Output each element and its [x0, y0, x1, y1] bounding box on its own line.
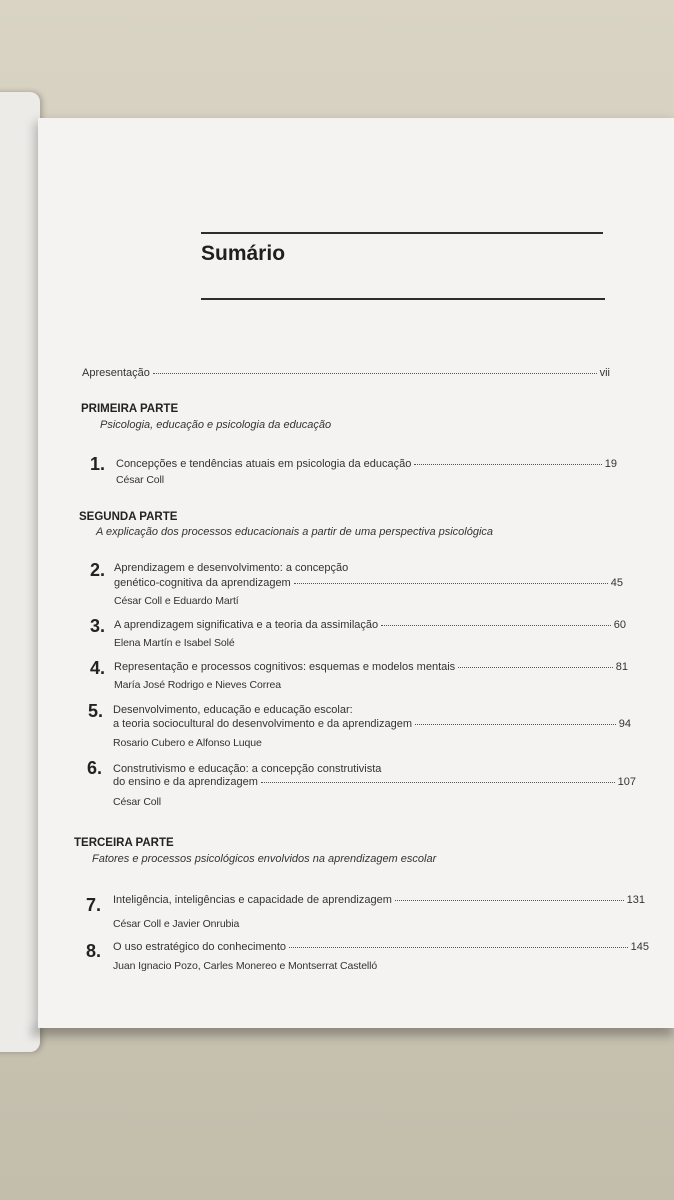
page-number: 81	[615, 661, 628, 673]
toc-entry-chapter-3[interactable]	[114, 619, 626, 631]
chapter-number: 7.	[86, 895, 102, 915]
toc-entry-chapter-1[interactable]	[116, 458, 617, 470]
chapter-authors: Elena Martín e Isabel Solé	[114, 637, 235, 649]
chapter-number: 4.	[90, 658, 106, 678]
page-number: 107	[617, 776, 636, 788]
chapter-number: 5.	[88, 701, 104, 721]
leader-dots	[294, 583, 608, 584]
part-subtitle: Fatores e processos psicológicos envolvidos na aprendizagem escolar	[92, 853, 437, 865]
chapter-title: a teoria sociocultural do desenvolvimento e da aprendizagem	[113, 718, 413, 730]
toc-entry-chapter-8[interactable]	[113, 941, 649, 953]
chapter-title-line: Aprendizagem e desenvolvimento: a concepção	[114, 562, 349, 574]
chapter-title: genético-cognitiva da aprendizagem	[114, 577, 291, 589]
chapter-number: 2.	[90, 560, 106, 580]
chapter-number: 1.	[90, 454, 106, 474]
chapter-title-line: Construtivismo e educação: a concepção construtivista	[113, 763, 382, 775]
page-number: vii	[599, 367, 610, 379]
toc-entry-chapter-6[interactable]	[113, 776, 636, 788]
chapter-authors: César Coll e Eduardo Martí	[114, 595, 239, 607]
chapter-number: 3.	[90, 616, 106, 636]
toc-entry-presentation[interactable]	[82, 367, 610, 379]
chapter-title: Concepções e tendências atuais em psicologia da educação	[116, 458, 412, 470]
page-number: 45	[610, 577, 623, 589]
chapter-authors: César Coll	[113, 796, 162, 808]
page-number: 60	[613, 619, 626, 631]
leader-dots	[289, 947, 628, 948]
chapter-title: Representação e processos cognitivos: esquemas e modelos mentais	[114, 661, 456, 673]
toc-entry-chapter-2[interactable]	[114, 577, 623, 589]
chapter-number: 6.	[87, 758, 103, 778]
page-number: 145	[630, 941, 649, 953]
leader-dots	[153, 373, 597, 374]
leader-dots	[415, 724, 616, 725]
table-of-contents	[38, 118, 674, 1028]
chapter-authors: César Coll e Javier Onrubia	[113, 918, 240, 930]
chapter-title: O uso estratégico do conhecimento	[113, 941, 287, 953]
leader-dots	[261, 782, 615, 783]
part-subtitle: A explicação dos processos educacionais a partir de uma perspectiva psicológica	[96, 526, 494, 538]
part-subtitle: Psicologia, educação e psicologia da educação	[100, 419, 332, 431]
chapter-authors: Juan Ignacio Pozo, Carles Monereo e Montserrat Castelló	[113, 960, 378, 972]
leader-dots	[381, 625, 611, 626]
page-number: 94	[618, 718, 631, 730]
page-title: Sumário	[201, 242, 286, 265]
chapter-title: Inteligência, inteligências e capacidade de aprendizagem	[113, 894, 392, 906]
part-heading: PRIMEIRA PARTE	[81, 403, 179, 415]
part-heading: TERCEIRA PARTE	[74, 837, 174, 849]
chapter-authors: César Coll	[116, 474, 165, 486]
entry-label: Apresentação	[82, 367, 150, 379]
page-number: 19	[604, 458, 617, 470]
toc-entry-chapter-7[interactable]	[113, 894, 645, 906]
toc-entry-chapter-4[interactable]	[114, 661, 628, 673]
page-number: 131	[626, 894, 645, 906]
chapter-authors: Rosario Cubero e Alfonso Luque	[113, 737, 262, 749]
leader-dots	[414, 464, 601, 465]
part-heading: SEGUNDA PARTE	[79, 511, 178, 523]
chapter-title: do ensino e da aprendizagem	[113, 776, 258, 788]
chapter-authors: María José Rodrigo e Nieves Correa	[114, 679, 282, 691]
leader-dots	[395, 900, 624, 901]
toc-entry-chapter-5[interactable]	[113, 718, 631, 730]
previous-page-edge	[0, 92, 40, 1052]
chapter-title: A aprendizagem significativa e a teoria da assimilação	[114, 619, 379, 631]
leader-dots	[458, 667, 613, 668]
book-page	[38, 118, 674, 1028]
chapter-number: 8.	[86, 941, 102, 961]
chapter-title-line: Desenvolvimento, educação e educação escolar:	[113, 704, 353, 716]
